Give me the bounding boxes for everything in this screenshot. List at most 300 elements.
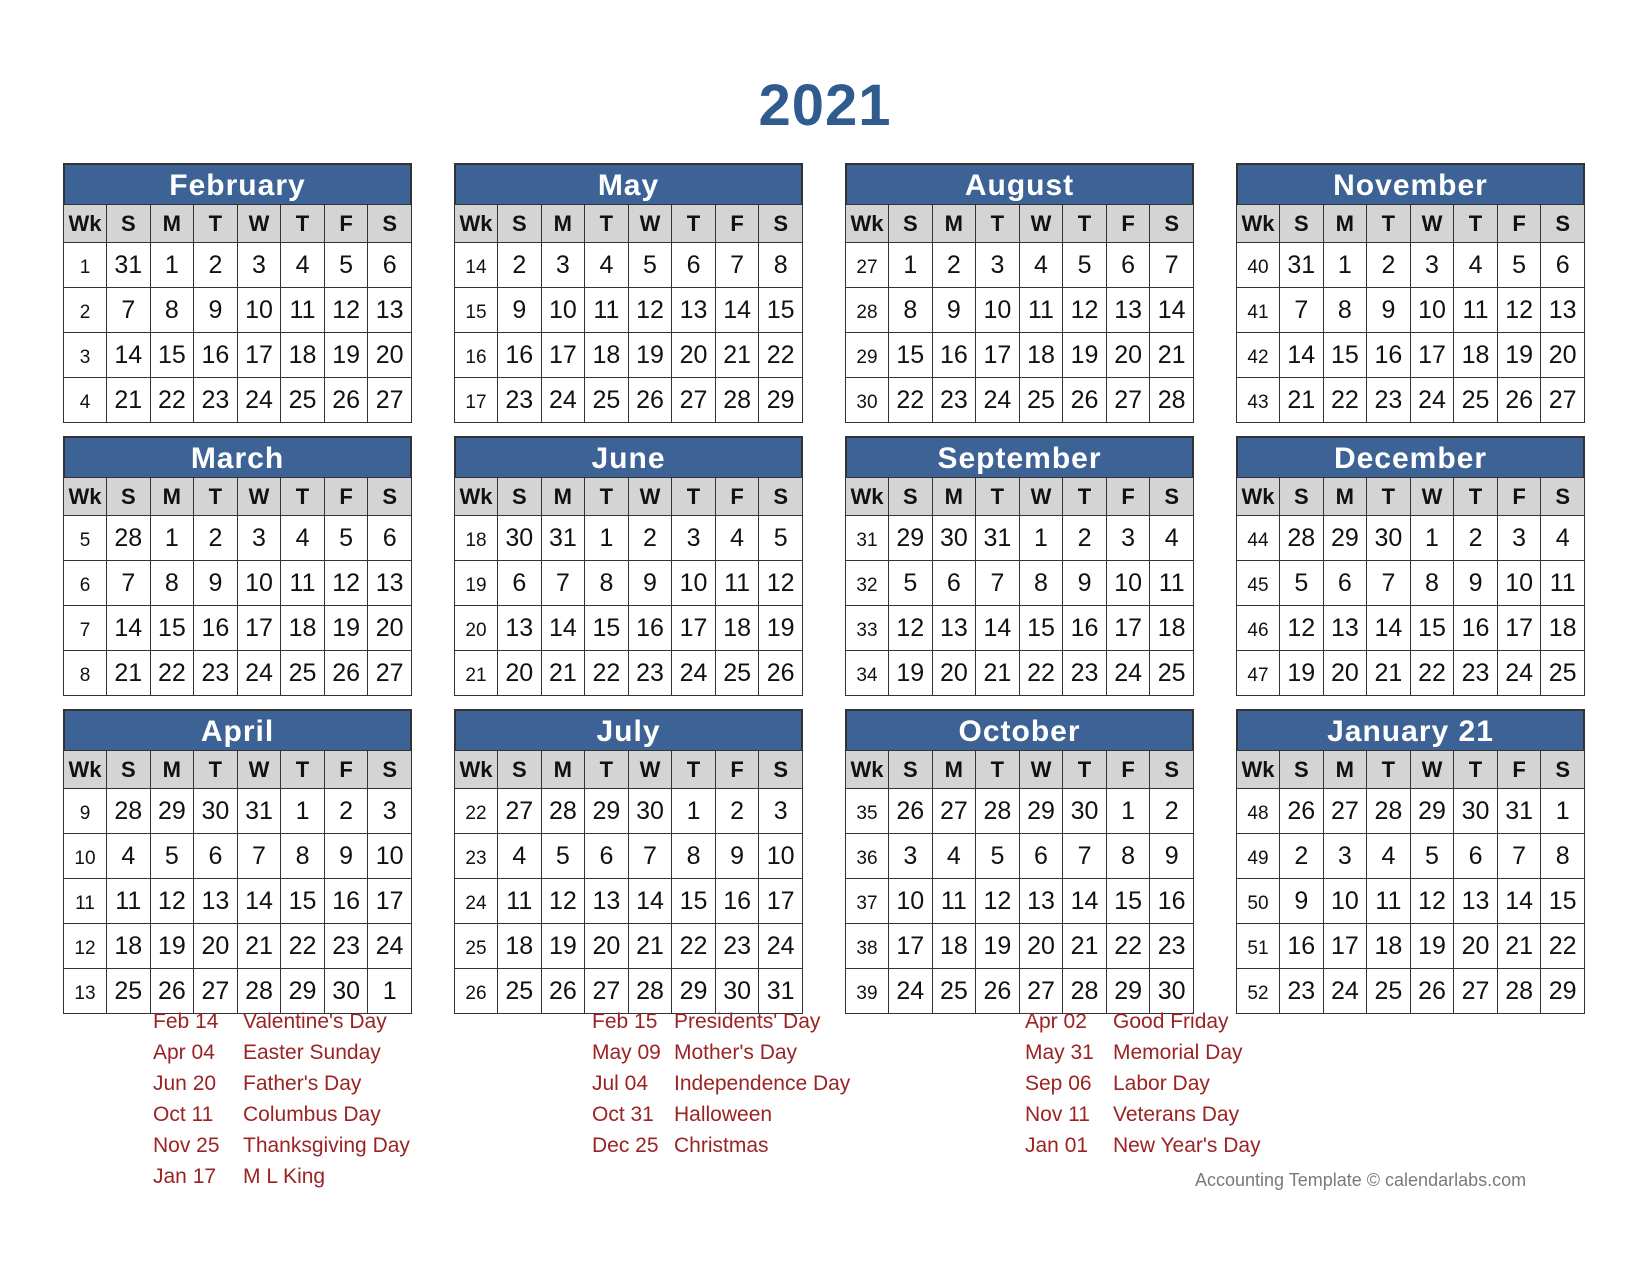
holiday-entry [1025, 1103, 1261, 1134]
month-title: February [63, 163, 412, 204]
holiday-day-cell: 15 [150, 333, 194, 378]
page-title: 2021 [758, 73, 892, 138]
day-cell: 15 [759, 288, 803, 333]
day-cell: 10 [237, 561, 281, 606]
day-cell: 1 [281, 789, 325, 834]
week-number-header: Wk [64, 205, 107, 243]
day-cell: 28 [1280, 516, 1324, 561]
day-cell: 31 [237, 789, 281, 834]
day-cell: 6 [368, 516, 412, 561]
day-cell: 13 [194, 879, 238, 924]
day-cell: 30 [194, 789, 238, 834]
day-cell: 11 [1367, 879, 1411, 924]
day-cell: 7 [628, 834, 672, 879]
week-row [64, 243, 412, 288]
day-cell: 12 [628, 288, 672, 333]
day-cell: 24 [759, 924, 803, 969]
weekday-header-row [1237, 205, 1585, 243]
weekday-header: T [976, 478, 1020, 516]
week-number: 44 [1237, 516, 1280, 561]
day-cell: 3 [889, 834, 933, 879]
day-cell: 18 [107, 924, 151, 969]
holiday-day-cell: 9 [498, 288, 542, 333]
holiday-date: May 09 [592, 1041, 661, 1064]
day-cell: 15 [1323, 333, 1367, 378]
day-cell: 20 [368, 333, 412, 378]
day-cell: 18 [1454, 333, 1498, 378]
day-cell: 7 [541, 561, 585, 606]
day-cell: 28 [1063, 969, 1107, 1014]
day-cell: 26 [976, 969, 1020, 1014]
day-cell: 29 [1410, 789, 1454, 834]
week-row [455, 789, 803, 834]
day-cell: 20 [1106, 333, 1150, 378]
day-cell: 7 [107, 561, 151, 606]
weekday-header: W [1410, 478, 1454, 516]
week-number: 42 [1237, 333, 1280, 378]
day-cell: 5 [976, 834, 1020, 879]
weekday-header: M [932, 751, 976, 789]
day-cell: 13 [672, 288, 716, 333]
day-cell: 27 [498, 789, 542, 834]
day-cell: 23 [1150, 924, 1194, 969]
day-cell: 24 [1410, 378, 1454, 423]
holiday-name: Memorial Day [1113, 1041, 1243, 1064]
week-number: 39 [846, 969, 889, 1014]
week-number-header: Wk [846, 478, 889, 516]
day-cell: 17 [889, 924, 933, 969]
day-cell: 3 [368, 789, 412, 834]
week-row [455, 333, 803, 378]
day-cell: 24 [672, 651, 716, 696]
day-cell: 3 [541, 243, 585, 288]
holiday-name: New Year's Day [1113, 1134, 1261, 1157]
weekday-header: S [107, 751, 151, 789]
day-cell: 20 [368, 606, 412, 651]
day-cell: 11 [107, 879, 151, 924]
day-cell: 20 [1454, 924, 1498, 969]
week-number: 34 [846, 651, 889, 696]
week-row [455, 243, 803, 288]
weekday-header: S [759, 478, 803, 516]
week-number: 20 [455, 606, 498, 651]
day-cell: 29 [1019, 789, 1063, 834]
day-cell: 2 [932, 243, 976, 288]
day-cell: 8 [281, 834, 325, 879]
day-cell: 2 [1367, 243, 1411, 288]
holiday-date: Oct 11 [153, 1103, 214, 1126]
week-row [64, 969, 412, 1014]
day-cell: 10 [1106, 561, 1150, 606]
day-cell: 18 [1019, 333, 1063, 378]
weekday-header-row [846, 205, 1194, 243]
month-table [63, 204, 412, 423]
day-cell: 22 [1410, 651, 1454, 696]
day-cell: 24 [1323, 969, 1367, 1014]
day-cell: 1 [150, 243, 194, 288]
day-cell: 13 [1106, 288, 1150, 333]
weekday-header: T [1454, 478, 1498, 516]
day-cell: 15 [1106, 879, 1150, 924]
calendar-grid [63, 163, 1585, 1005]
day-cell: 16 [1454, 606, 1498, 651]
day-cell: 14 [628, 879, 672, 924]
weekday-header: S [107, 478, 151, 516]
weekday-header: T [672, 205, 716, 243]
day-cell: 7 [1280, 288, 1324, 333]
holiday-name: Thanksgiving Day [243, 1134, 410, 1157]
day-cell: 2 [1150, 789, 1194, 834]
week-row [455, 288, 803, 333]
day-cell: 14 [1150, 288, 1194, 333]
week-number-header: Wk [64, 751, 107, 789]
holiday-day-cell: 14 [107, 333, 151, 378]
weekday-header: F [324, 478, 368, 516]
holiday-date: Jun 20 [153, 1072, 217, 1095]
week-number: 24 [455, 879, 498, 924]
weekday-header: T [1454, 205, 1498, 243]
week-row [1237, 333, 1585, 378]
day-cell: 30 [1367, 516, 1411, 561]
day-cell: 4 [281, 243, 325, 288]
day-cell: 4 [932, 834, 976, 879]
day-cell: 11 [585, 288, 629, 333]
day-cell: 25 [932, 969, 976, 1014]
day-cell: 16 [715, 879, 759, 924]
weekday-header: M [150, 751, 194, 789]
holiday-date: Feb 14 [153, 1010, 219, 1033]
week-number: 43 [1237, 378, 1280, 423]
day-cell: 13 [585, 879, 629, 924]
day-cell: 7 [107, 288, 151, 333]
weekday-header: S [889, 205, 933, 243]
day-cell: 20 [932, 651, 976, 696]
day-cell: 5 [759, 516, 803, 561]
day-cell: 9 [932, 288, 976, 333]
month-calendar [63, 163, 412, 414]
day-cell: 31 [976, 516, 1020, 561]
day-cell: 8 [672, 834, 716, 879]
holiday-name: Columbus Day [243, 1103, 381, 1126]
month-title: September [845, 436, 1194, 477]
holiday-date: Nov 25 [153, 1134, 220, 1157]
weekday-header-row [846, 751, 1194, 789]
weekday-header: F [715, 205, 759, 243]
weekday-header: S [1280, 751, 1324, 789]
week-row [846, 243, 1194, 288]
day-cell: 23 [498, 378, 542, 423]
week-number: 38 [846, 924, 889, 969]
day-cell: 28 [1367, 789, 1411, 834]
month-calendar [454, 436, 803, 687]
week-number: 49 [1237, 834, 1280, 879]
weekday-header: T [194, 751, 238, 789]
day-cell: 13 [1541, 288, 1585, 333]
week-number-header: Wk [846, 205, 889, 243]
week-row [1237, 516, 1585, 561]
day-cell: 31 [1497, 789, 1541, 834]
week-number-header: Wk [455, 751, 498, 789]
day-cell: 15 [281, 879, 325, 924]
week-number: 1 [64, 243, 107, 288]
week-number-header: Wk [1237, 478, 1280, 516]
day-cell: 1 [150, 516, 194, 561]
day-cell: 5 [324, 243, 368, 288]
day-cell: 12 [1410, 879, 1454, 924]
day-cell: 22 [672, 924, 716, 969]
month-title: November [1236, 163, 1585, 204]
day-cell: 19 [324, 333, 368, 378]
weekday-header: S [1541, 478, 1585, 516]
day-cell: 10 [672, 561, 716, 606]
weekday-header: M [541, 205, 585, 243]
week-number: 6 [64, 561, 107, 606]
week-row [64, 378, 412, 423]
day-cell: 16 [1367, 333, 1411, 378]
day-cell: 16 [194, 606, 238, 651]
day-cell: 3 [1497, 516, 1541, 561]
week-number: 50 [1237, 879, 1280, 924]
weekday-header-row [455, 478, 803, 516]
holiday-name: Presidents' Day [674, 1010, 821, 1033]
week-row [1237, 243, 1585, 288]
day-cell: 23 [1280, 969, 1324, 1014]
weekday-header-row [64, 751, 412, 789]
day-cell: 19 [1410, 924, 1454, 969]
week-number: 16 [455, 333, 498, 378]
week-row [64, 606, 412, 651]
day-cell: 6 [1019, 834, 1063, 879]
day-cell: 8 [150, 288, 194, 333]
day-cell: 21 [541, 651, 585, 696]
day-cell: 14 [1280, 333, 1324, 378]
footer-credit: Accounting Template © calendarlabs.com [1195, 1170, 1527, 1190]
day-cell: 28 [1497, 969, 1541, 1014]
day-cell: 12 [150, 879, 194, 924]
week-number: 45 [1237, 561, 1280, 606]
month-table [63, 750, 412, 1014]
day-cell: 15 [889, 333, 933, 378]
week-number: 51 [1237, 924, 1280, 969]
week-number-header: Wk [1237, 205, 1280, 243]
day-cell: 7 [976, 561, 1020, 606]
weekday-header: T [585, 751, 629, 789]
day-cell: 31 [107, 243, 151, 288]
week-row [846, 651, 1194, 696]
day-cell: 3 [1323, 834, 1367, 879]
day-cell: 2 [1280, 834, 1324, 879]
week-number: 17 [455, 378, 498, 423]
day-cell: 9 [1454, 561, 1498, 606]
day-cell: 18 [585, 333, 629, 378]
week-row [1237, 924, 1585, 969]
day-cell: 11 [1541, 561, 1585, 606]
day-cell: 17 [759, 879, 803, 924]
day-cell: 17 [976, 333, 1020, 378]
week-number: 35 [846, 789, 889, 834]
day-cell: 7 [1063, 834, 1107, 879]
day-cell: 27 [1019, 969, 1063, 1014]
day-cell: 6 [368, 243, 412, 288]
week-row [846, 969, 1194, 1014]
week-number: 15 [455, 288, 498, 333]
weekday-header: W [1410, 205, 1454, 243]
week-number: 23 [455, 834, 498, 879]
week-number-header: Wk [455, 205, 498, 243]
day-cell: 24 [1497, 651, 1541, 696]
weekday-header: T [1367, 205, 1411, 243]
day-cell: 28 [107, 789, 151, 834]
month-table [454, 204, 803, 423]
day-cell: 25 [1367, 969, 1411, 1014]
weekday-header: W [1019, 205, 1063, 243]
day-cell: 18 [1150, 606, 1194, 651]
day-cell: 14 [976, 606, 1020, 651]
weekday-header: M [541, 751, 585, 789]
day-cell: 17 [672, 606, 716, 651]
day-cell: 26 [889, 789, 933, 834]
day-cell: 1 [1323, 243, 1367, 288]
day-cell: 10 [237, 288, 281, 333]
day-cell: 6 [585, 834, 629, 879]
week-row [455, 651, 803, 696]
holiday-entry [153, 1134, 410, 1165]
weekday-header: W [628, 751, 672, 789]
day-cell: 22 [1106, 924, 1150, 969]
day-cell: 19 [1063, 333, 1107, 378]
day-cell: 12 [889, 606, 933, 651]
day-cell: 16 [324, 879, 368, 924]
weekday-header: S [107, 205, 151, 243]
day-cell: 4 [1541, 516, 1585, 561]
day-cell: 12 [976, 879, 1020, 924]
day-cell: 15 [1410, 606, 1454, 651]
day-cell: 1 [672, 789, 716, 834]
holiday-date: Apr 04 [153, 1041, 215, 1064]
week-row [846, 288, 1194, 333]
day-cell: 22 [585, 651, 629, 696]
day-cell: 5 [541, 834, 585, 879]
day-cell: 15 [1541, 879, 1585, 924]
day-cell: 15 [585, 606, 629, 651]
weekday-header: S [498, 205, 542, 243]
day-cell: 9 [324, 834, 368, 879]
day-cell: 26 [541, 969, 585, 1014]
week-number: 36 [846, 834, 889, 879]
month-title: July [454, 709, 803, 750]
week-number: 41 [1237, 288, 1280, 333]
holiday-day-cell: 25 [1454, 378, 1498, 423]
day-cell: 25 [585, 378, 629, 423]
week-row [1237, 606, 1585, 651]
day-cell: 16 [194, 333, 238, 378]
day-cell: 15 [672, 879, 716, 924]
weekday-header: T [585, 478, 629, 516]
day-cell: 25 [1019, 378, 1063, 423]
day-cell: 13 [1019, 879, 1063, 924]
weekday-header: S [498, 751, 542, 789]
day-cell: 10 [1497, 561, 1541, 606]
day-cell: 29 [889, 516, 933, 561]
day-cell: 16 [932, 333, 976, 378]
holiday-entry [153, 1165, 410, 1196]
weekday-header: S [368, 205, 412, 243]
day-cell: 25 [107, 969, 151, 1014]
day-cell: 20 [585, 924, 629, 969]
day-cell: 9 [628, 561, 672, 606]
day-cell: 12 [1063, 288, 1107, 333]
day-cell: 3 [237, 516, 281, 561]
day-cell: 2 [628, 516, 672, 561]
day-cell: 18 [932, 924, 976, 969]
day-cell: 15 [150, 606, 194, 651]
day-cell: 30 [715, 969, 759, 1014]
day-cell: 12 [324, 288, 368, 333]
week-row [64, 789, 412, 834]
day-cell: 7 [237, 834, 281, 879]
weekday-header: M [150, 205, 194, 243]
holiday-date: Jan 17 [153, 1165, 217, 1188]
holiday-day-cell: 31 [541, 516, 585, 561]
day-cell: 19 [889, 651, 933, 696]
day-cell: 3 [759, 789, 803, 834]
day-cell: 2 [1454, 516, 1498, 561]
day-cell: 2 [194, 516, 238, 561]
day-cell: 13 [368, 288, 412, 333]
weekday-header: S [498, 478, 542, 516]
month-title: May [454, 163, 803, 204]
weekday-header: T [1063, 751, 1107, 789]
day-cell: 19 [1497, 333, 1541, 378]
day-cell: 25 [281, 651, 325, 696]
holiday-date: Nov 11 [1025, 1103, 1090, 1126]
holiday-name: Christmas [674, 1134, 769, 1157]
day-cell: 2 [194, 243, 238, 288]
day-cell: 17 [368, 879, 412, 924]
weekday-header: S [1541, 205, 1585, 243]
week-number: 13 [64, 969, 107, 1014]
month-calendar [63, 436, 412, 687]
day-cell: 12 [759, 561, 803, 606]
day-cell: 23 [1063, 651, 1107, 696]
holiday-entry [153, 1010, 410, 1041]
day-cell: 13 [932, 606, 976, 651]
week-row [846, 789, 1194, 834]
holiday-day-cell: 4 [498, 834, 542, 879]
month-table [845, 477, 1194, 696]
day-cell: 30 [1454, 789, 1498, 834]
day-cell: 9 [1280, 879, 1324, 924]
weekday-header: T [1367, 478, 1411, 516]
day-cell: 5 [324, 516, 368, 561]
weekday-header: F [324, 751, 368, 789]
month-title: June [454, 436, 803, 477]
weekday-header: F [1106, 478, 1150, 516]
week-number: 2 [64, 288, 107, 333]
day-cell: 26 [324, 378, 368, 423]
week-row [1237, 651, 1585, 696]
day-cell: 28 [541, 789, 585, 834]
day-cell: 27 [1106, 378, 1150, 423]
holiday-name: Father's Day [243, 1072, 362, 1095]
day-cell: 5 [628, 243, 672, 288]
day-cell: 29 [672, 969, 716, 1014]
week-number-header: Wk [64, 478, 107, 516]
day-cell: 8 [1019, 561, 1063, 606]
holiday-day-cell: 11 [932, 879, 976, 924]
month-table [63, 477, 412, 696]
week-number: 47 [1237, 651, 1280, 696]
